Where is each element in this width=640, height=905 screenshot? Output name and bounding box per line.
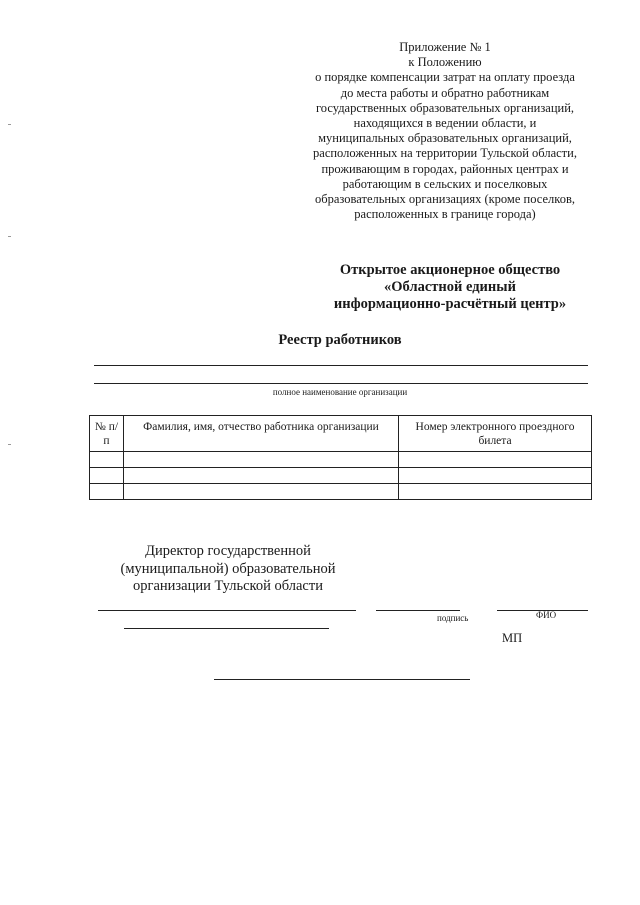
table-cell[interactable] bbox=[124, 484, 399, 500]
appendix-line: образовательных организациях (кроме поселков, bbox=[315, 192, 575, 207]
director-blank-line[interactable] bbox=[98, 610, 356, 611]
table-cell[interactable] bbox=[124, 452, 399, 468]
appendix-line: муниципальных образовательных организаций, bbox=[318, 131, 572, 146]
org-name-line[interactable] bbox=[94, 383, 588, 384]
appendix-line: до места работы и обратно работникам bbox=[340, 85, 550, 100]
director-line: (муниципальной) образовательной bbox=[120, 560, 336, 577]
table-row bbox=[90, 468, 592, 484]
stamp-place: МП bbox=[502, 631, 523, 645]
addressee-organization bbox=[300, 262, 600, 313]
signature-caption: подпись bbox=[437, 613, 469, 623]
org-line: Открытое акционерное общество bbox=[339, 262, 561, 278]
col-name-header: Фамилия, имя, отчество работника организации bbox=[124, 416, 399, 452]
org-line: информационно-расчётный центр» bbox=[333, 296, 567, 312]
org-name-line[interactable] bbox=[94, 365, 588, 366]
appendix-line: Приложение № 1 bbox=[399, 40, 491, 54]
table-cell[interactable] bbox=[399, 468, 592, 484]
table-cell[interactable] bbox=[399, 484, 592, 500]
org-name-caption: полное наименование организации bbox=[272, 387, 408, 397]
table-row bbox=[90, 452, 592, 468]
director-title bbox=[108, 543, 348, 596]
col-ticket-header: Номер электронного проездного билета bbox=[399, 416, 592, 452]
appendix-line: расположенных в границе города) bbox=[354, 207, 536, 222]
director-line: организации Тульской области bbox=[133, 578, 323, 594]
table-cell[interactable] bbox=[90, 468, 124, 484]
appendix-line: работающим в сельских и поселковых bbox=[342, 176, 548, 191]
table-cell[interactable] bbox=[90, 452, 124, 468]
table-row bbox=[90, 484, 592, 500]
signature-line[interactable] bbox=[376, 610, 460, 611]
scan-mark bbox=[8, 444, 11, 445]
register-title: Реестр работников bbox=[278, 332, 402, 348]
director-blank-line[interactable] bbox=[124, 628, 329, 629]
scan-mark bbox=[8, 124, 11, 125]
col-number-header: № п/п bbox=[90, 416, 124, 452]
table-cell[interactable] bbox=[90, 484, 124, 500]
table-header-row bbox=[90, 416, 592, 452]
org-line: «Областной единый bbox=[384, 279, 516, 295]
register-table bbox=[89, 415, 592, 500]
appendix-line: находящихся в ведении области, и bbox=[353, 116, 537, 131]
scan-mark bbox=[8, 236, 11, 237]
bottom-line[interactable] bbox=[214, 679, 470, 680]
appendix-line: к Положению bbox=[408, 55, 482, 70]
appendix-header bbox=[290, 40, 600, 222]
appendix-line: государственных образовательных организаций, bbox=[315, 100, 575, 115]
table-cell[interactable] bbox=[124, 468, 399, 484]
appendix-line: проживающим в городах, районных центрах и bbox=[321, 161, 569, 176]
director-line: Директор государственной bbox=[145, 543, 311, 559]
appendix-line: о порядке компенсации затрат на оплату проезда bbox=[315, 70, 575, 85]
appendix-line: расположенных на территории Тульской области, bbox=[313, 146, 577, 161]
table-cell[interactable] bbox=[399, 452, 592, 468]
name-caption: ФИО bbox=[536, 610, 557, 620]
